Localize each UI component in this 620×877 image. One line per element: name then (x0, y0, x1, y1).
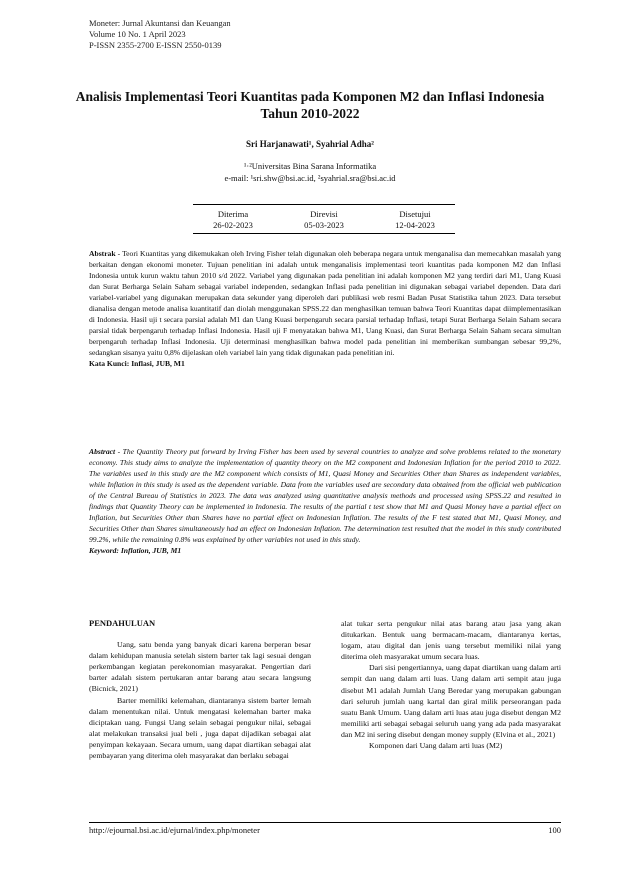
received-value: 26-02-2023 (213, 220, 253, 230)
accepted-value: 12-04-2023 (395, 220, 435, 230)
body-paragraph: Dari sisi pengertiannya, uang dapat diartikan uang dalam arti sempit dan uang dalam arti luas. Uang dalam arti sempit atau juga disebut M1 adalah Jumlah Uang Beredar yang merupakan gabungan dari seluruh jumlah uang kartal dan giral milik perseorangan pada suatu Bank Umum. Uang dalam arti luas atau juga disebut dengan M2 memiliki arti sebagai sebagai seluruh uang yang ada pada masyarakat dan M2 ini sering disebut dengan money supply (Elvina et al., 2021) (341, 663, 561, 739)
page-number: 100 (548, 825, 561, 835)
submission-dates-table (193, 204, 455, 234)
author-emails: e-mail: ¹sri.shw@bsi.ac.id, ²syahrial.sra@bsi.ac.id (224, 173, 396, 183)
body-paragraph: alat tukar serta pengukur nilai atas barang atau jasa yang akan ditukarkan. Bentuk uang bermacam-macam, diantaranya kertas, logam, atau digital dan jenis uang tersebut memiliki nilai yang diterima oleh masyarakat umum secara luas. (341, 619, 561, 662)
abstract-english (89, 446, 561, 556)
paper-authors: Sri Harjanawati¹, Syahrial Adha² (246, 139, 374, 149)
affiliation: ¹·²Universitas Bina Sarana Informatika (243, 161, 377, 171)
section-title: PENDAHULUAN (89, 618, 156, 628)
accepted-label: Disetujui (399, 209, 431, 219)
footer-divider (89, 822, 561, 823)
journal-header (89, 18, 231, 51)
received-date (193, 209, 273, 231)
revised-date (284, 209, 364, 231)
abstract-label: Abstract (89, 447, 116, 456)
accepted-date (375, 209, 455, 231)
body-paragraph: Komponen dari Uang dalam arti luas (M2) (369, 741, 503, 751)
author-affiliation-block (0, 160, 620, 184)
body-right-column (341, 618, 561, 751)
abstract-text: - The Quantity Theory put forward by Irving Fisher has been used by several countries to analyze and solve problems related to the monetary economy. This study aims to analyze the implementation of quantity theory on the M2 component and Indonesian Inflation for the period 2010 to 2022. The variables used in this study are the M2 component which consists of M1, Quasi Money and Securities Other than Shares as independent variables, while Inflation in this study is used as the dependent variable. Data from the variables used are secondary data obtained from the official web publication of the Central Bureau of Statistics in 2023. The data was analyzed using quantitative analysis methods and processed using SPSS.22 and resulted in findings that Quantity Theory can be implemented in Indonesia. The results of the partial t test show that M1 and Quasi Money have a partial effect on Inflation, but Securities Other than Shares have no partial effect on Indonesian Inflation. The results of the F test stated that M1, Quasi Money, and Securities Other than Shares simultaneously had an effect on Indonesian Inflation. The determination test resulted that the model in this study contributed 99.2%, while the remaining 0.8% was explained by other variables not used in this study. (89, 447, 561, 544)
revised-value: 05-03-2023 (304, 220, 344, 230)
abstrak-indonesian (89, 248, 561, 369)
body-paragraph: Barter memiliki kelemahan, diantaranya sistem barter lemah dalam menentukan nilai. Untuk mengatasi kelemahan barter maka diciptakan uang. Fungsi Uang selain sebagai pengukur nilai, sebagai alat melakukan transaksi jual beli , juga dapat dijadikan sebagai alat penyimpan kekayaan. Secara umum, uang dapat diartikan sebagai alat pembayaran yang diterima oleh masyarakat dan berlaku sebagai (89, 695, 311, 761)
abstract-keywords: Keyword: Inflation, JUB, M1 (89, 546, 182, 555)
paper-title: Analisis Implementasi Teori Kuantitas pada Komponen M2 dan Inflasi Indonesia Tahun 2010-2022 (75, 89, 545, 121)
journal-issn: P-ISSN 2355-2700 E-ISSN 2550-0139 (89, 40, 222, 50)
journal-url-link[interactable]: http://ejournal.bsi.ac.id/ejurnal/index.php/moneter (89, 825, 260, 835)
received-label: Diterima (217, 209, 249, 219)
abstrak-label: Abstrak (89, 249, 116, 258)
abstrak-keywords: Kata Kunci: Inflasi, JUB, M1 (89, 359, 185, 368)
body-left-column (89, 618, 311, 761)
journal-volume: Volume 10 No. 1 April 2023 (89, 29, 186, 39)
body-paragraph: Uang, satu benda yang banyak dicari karena berperan besar dalam kehidupan manusia setelah sistem barter tak lagi sesuai dengan perkembangan kegiatan perekonomian masyarakat. Pengertian dari barter adalah sistem pertukaran antar barang atau secara langsung (Bicnick, 2021) (89, 640, 311, 694)
journal-name: Moneter: Jurnal Akuntansi dan Keuangan (89, 18, 231, 28)
abstrak-text: - Teori Kuantitas yang dikemukakan oleh Irving Fisher telah digunakan oleh beberapa negara untuk menganalisa dan memecahkan masalah yang berkaitan dengan ekonomi moneter. Tujuan penelitian ini adalah untuk menganalisis implementasi teori kuantitas pada komponen M2 dan Inflasi Indonesia untuk kurun waktu tahun 2010 s/d 2022. Variabel yang digunakan pada penelitian ini adalah komponen M2 yang terdiri dari M1, Uang Kuasi dan Surat Berharga Selain Saham sebagai variabel independen, sedangkan Inflasi pada penelitian ini digunakan sebagai variabel dependen. Data dari variabel-variabel yang digunakan merupakan data sekunder yang diperoleh dari publikasi web resmi Badan Pusat Statistika tahun 2023. Data tersebut dianalisa dengan metode analisa kuantitatif dan diolah menggunakan SPSS.22 dan menghasilkan temuan bahwa Teori Kuantitas dapat diimplementasikan di Indonesia. Hasil uji t secara parsial adalah M1 dan Uang Kuasi berpengaruh secara parsial terhadap Inflasi, tetapi Surat Berharga Selain Saham secara parsial tidak berpengaruh terhadap Inflasi Indonesia. Hasil uji F menyatakan bahwa M1, Uang Kuasi, dan Surat Berharga Selain Saham secara simultan berpengaruh terhadap Inflasi Indonesia. Uji determinasi menghasilkan bahwa model pada penelitian ini memberikan sumbangan sebesar 99,2%, sedangkan sisanya yaitu 0,8% dijelaskan oleh variabel lain yang tidak digunakan pada penelitian ini. (89, 249, 561, 357)
revised-label: Direvisi (310, 209, 338, 219)
